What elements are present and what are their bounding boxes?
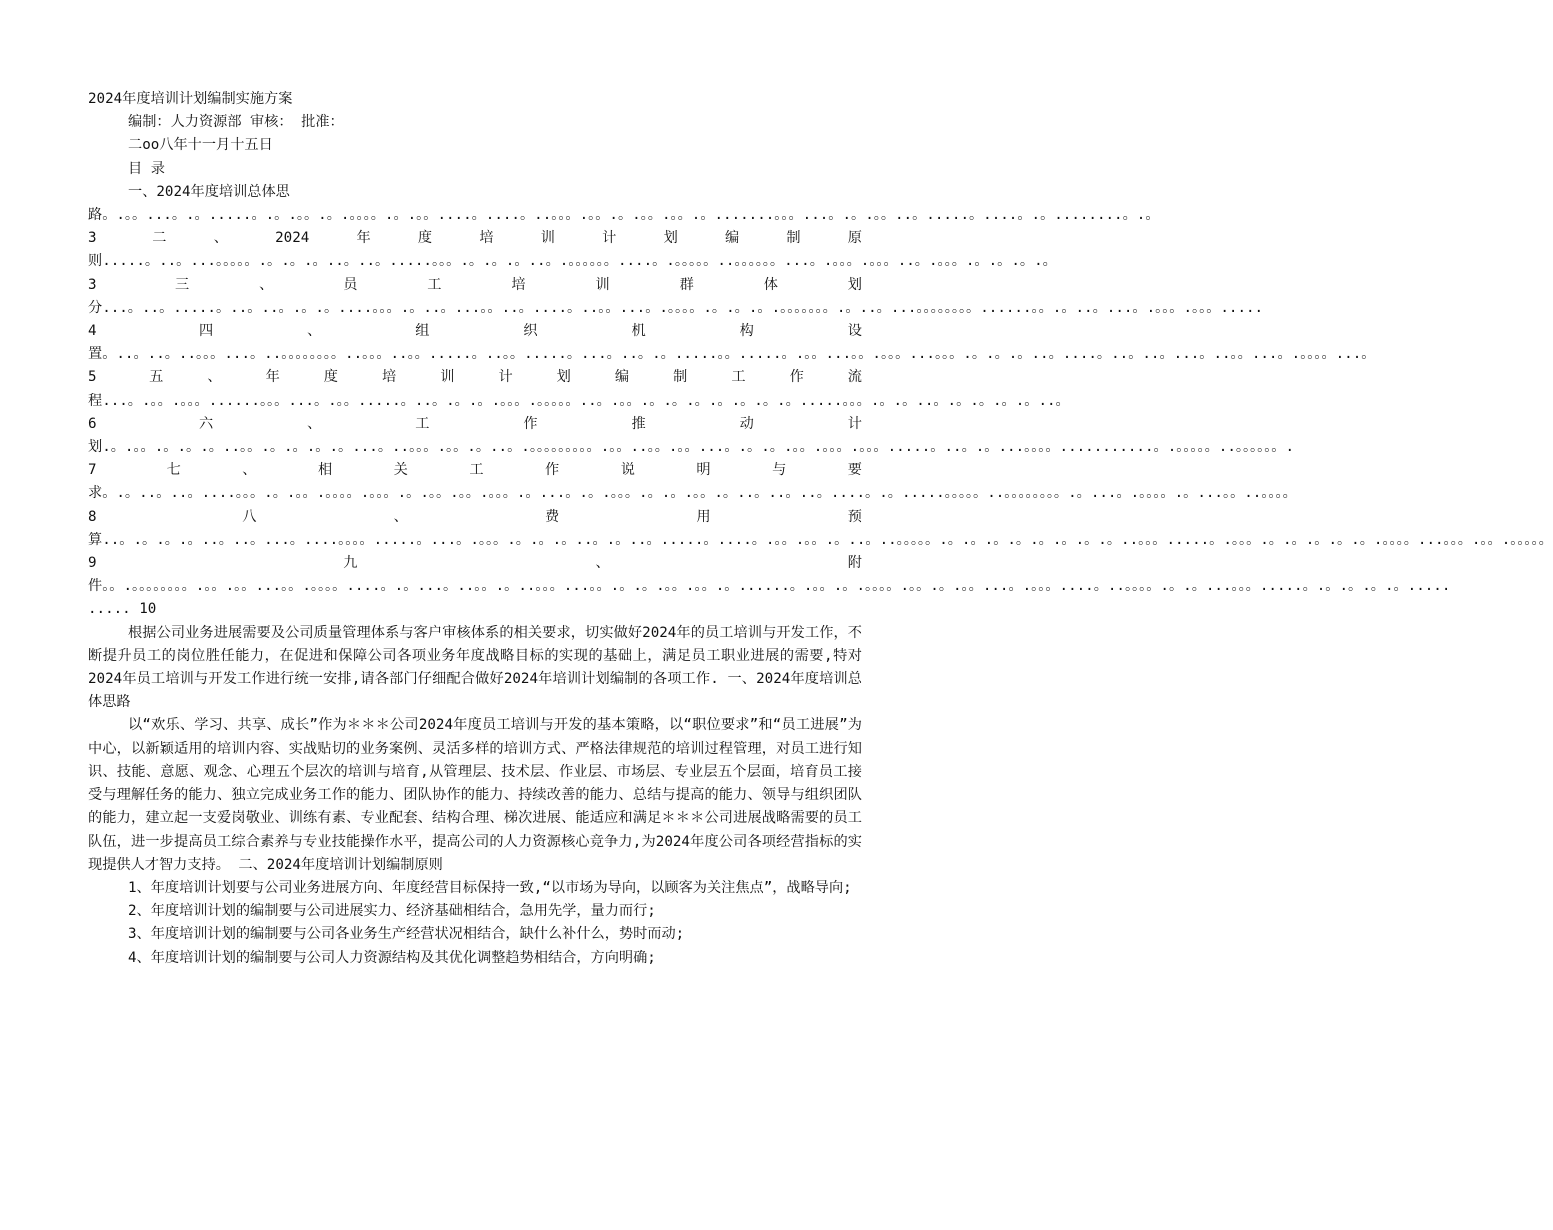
document-title: 2024年度培训计划编制实施方案: [88, 91, 293, 107]
date-line: 二oo八年十一月十五日: [128, 137, 273, 154]
principle-item-2: 2、年度培训计划的编制要与公司进展实力、经济基础相结合，急用先学，量力而行;: [128, 903, 656, 920]
toc-body: 路。.。。...。.。.....。.。.。。.。.。。。。.。.。。....。....。..。。。.。。.。.。。.。。.。.......。。。...。.。.。。..。.....。....。.。........。.。 3 二、2024年度培训计划编制原则.....。..。...。。。。。.。.。.。..。..。.....。。。.。.。.。..。.。。。。。。....。.。。。。。..。。。。。。...。.。。。.。。。..。.。。。.。.。.。.。 3 三、员工培训群体划分...。..。.....。..。..。.。.。....。。。.。..。...。。..。....。..。。...。.。。。。.。.。.。.。。。。。。。.。..。...。。。。。。。。......。。.。..。...。.。。。.。。。..... 4 四、组织机构设置。..。..。..。。。...。..。。。。。。。。..。。。..。。.....。..。。.....。...。..。.。.....。。.....。.。。...。。.。。。...。。。.。.。.。..。....。..。..。...。..。。...。.。。。。...。 5 五、年度培训计划编制工作流程...。.。。.。。。......。。。...。.。。.....。..。.。.。.。。。.。。。。。..。.。。.。.。.。.。.。.。.。.....。。。.。.。..。.。.。.。.。..。 6 六、工作推动计划.。.。。.。.。.。..。。.。.。.。.。...。..。。。.。。.。..。.。。。。。。。。。.。。..。。.。。...。.。.。.。。.。。。.。。。.....。..。.。...。。。。...........。.。。。。。..。。。。。。. 7 七、相关工作说明与要求。.。..。..。....。。。.。.。。.。。。。.。。。.。.。。.。。.。。。.。...。.。.。。。.。.。.。。.。..。..。..。....。.。.....。。。。。..。。。。。。。。.。...。.。。。。.。...。。..。。。。 8 八、费用预算..。.。.。.。..。..。...。....。。。。.....。...。.。。。.。.。.。..。.。..。.....。....。.。。.。。.。..。..。。。。。.。.。.。.。.。.。.。.。..。。。.....。.。。。.。.。.。.。.。.。。。。...。。。.。。.。。。。。 9 九、附件。。.。。。。。。。。.。。.。。...。。.。。。。....。.。...。..。。.。..。。。...。。.。.。.。。.。。.。......。.。。.。.。。。。.。。.。.。。...。.。。。....。..。。。。.。.。...。。。.....。.。.。.。.。..... ..... 10: [88, 207, 1553, 618]
principle-item-4: 4、年度培训计划的编制要与公司人力资源结构及其优化调整趋势相结合，方向明确;: [128, 949, 656, 966]
author-line: 编制：人力资源部 审核： 批准：: [128, 114, 344, 131]
strategy-paragraph: 以“欢乐、学习、共享、成长”作为＊＊＊公司2024年度员工培训与开发的基本策略，以“职位要求”和“员工进展”为中心，以新颖适用的培训内容、实战贴切的业务案例、灵活多样的培训方式、严格法律规范的培训过程管理，对员工进行知识、技能、意愿、观念、心理五个层次的培训与培育,从管理层、技术层、作业层、市场层、专业层五个层面，培育员工接受与理解任务的能力、独立完成业务工作的能力、团队协作的能力、持续改善的能力、总结与提高的能力、领导与组织团队的能力，建立起一支爱岗敬业、训练有素、专业配套、结构合理、梯次进展、能适应和满足＊＊＊公司进展战略需要的员工队伍，进一步提高员工综合素养与专业技能操作水平，提高公司的人力资源核心竞争力,为2024年度公司各项经营指标的实现提供人才智力支持。 二、2024年度培训计划编制原则: [88, 717, 862, 873]
principle-item-3: 3、年度培训计划的编制要与公司各业务生产经营状况相结合，缺什么补什么，势时而动;: [128, 926, 685, 943]
toc-heading: 目 录: [128, 160, 165, 177]
toc-first-entry: 一、2024年度培训总体思: [128, 183, 290, 200]
intro-paragraph: 根据公司业务进展需要及公司质量管理体系与客户审核体系的相关要求，切实做好2024年的员工培训与开发工作，不断提升员工的岗位胜任能力，在促进和保障公司各项业务年度战略目标的实现的基础上，满足员工职业进展的需要,特对2024年员工培训与开发工作进行统一安排,请各部门仔细配合做好2024年培训计划编制的各项工作. 一、2024年度培训总体思路: [88, 624, 862, 711]
principle-item-1: 1、年度培训计划要与公司业务进展方向、年度经营目标保持一致,“以市场为导向，以顾客为关注焦点”，战略导向;: [128, 879, 852, 896]
